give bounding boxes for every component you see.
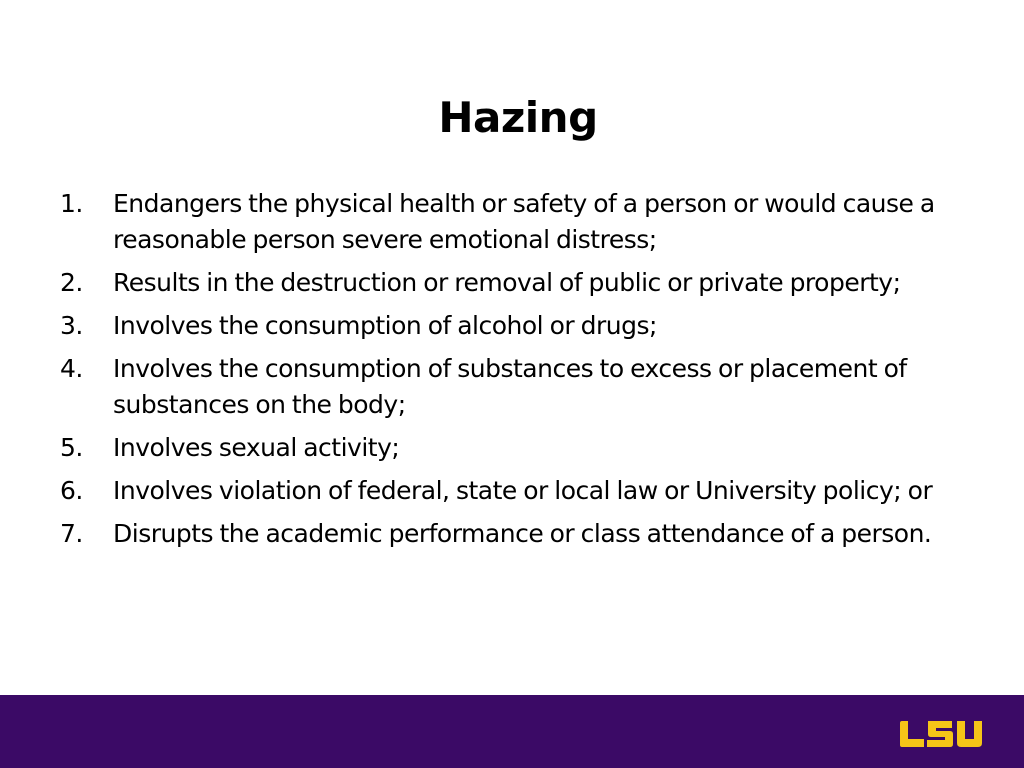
list-item-text: Involves the consumption of alcohol or drugs; bbox=[113, 311, 657, 340]
list-item-number: 4. bbox=[60, 354, 83, 383]
list-item-number: 5. bbox=[60, 433, 83, 462]
list-item bbox=[60, 473, 960, 509]
list-item bbox=[60, 308, 960, 344]
lsu-logo bbox=[900, 721, 982, 747]
list-item bbox=[60, 351, 960, 423]
footer-bar bbox=[0, 695, 1024, 768]
slide-title: Hazing bbox=[438, 93, 598, 142]
list-item bbox=[60, 516, 960, 552]
list-item bbox=[60, 430, 960, 466]
list-item-number: 1. bbox=[60, 189, 83, 218]
list-item-number: 7. bbox=[60, 519, 83, 548]
list-item-text: Involves the consumption of substances to excess or placement of substances on the body; bbox=[113, 354, 907, 419]
list-item-text: Involves violation of federal, state or local law or University policy; or bbox=[113, 476, 933, 505]
list-item bbox=[60, 265, 960, 301]
list-item-text: Endangers the physical health or safety of a person or would cause a reasonable person severe emotional distress; bbox=[113, 189, 935, 254]
list-item-number: 6. bbox=[60, 476, 83, 505]
list-item-text: Involves sexual activity; bbox=[113, 433, 400, 462]
list-item-text: Results in the destruction or removal of public or private property; bbox=[113, 268, 901, 297]
list-item bbox=[60, 186, 960, 258]
list-item-text: Disrupts the academic performance or class attendance of a person. bbox=[113, 519, 932, 548]
hazing-criteria-list bbox=[60, 186, 960, 559]
list-item-number: 2. bbox=[60, 268, 83, 297]
list-item-number: 3. bbox=[60, 311, 83, 340]
